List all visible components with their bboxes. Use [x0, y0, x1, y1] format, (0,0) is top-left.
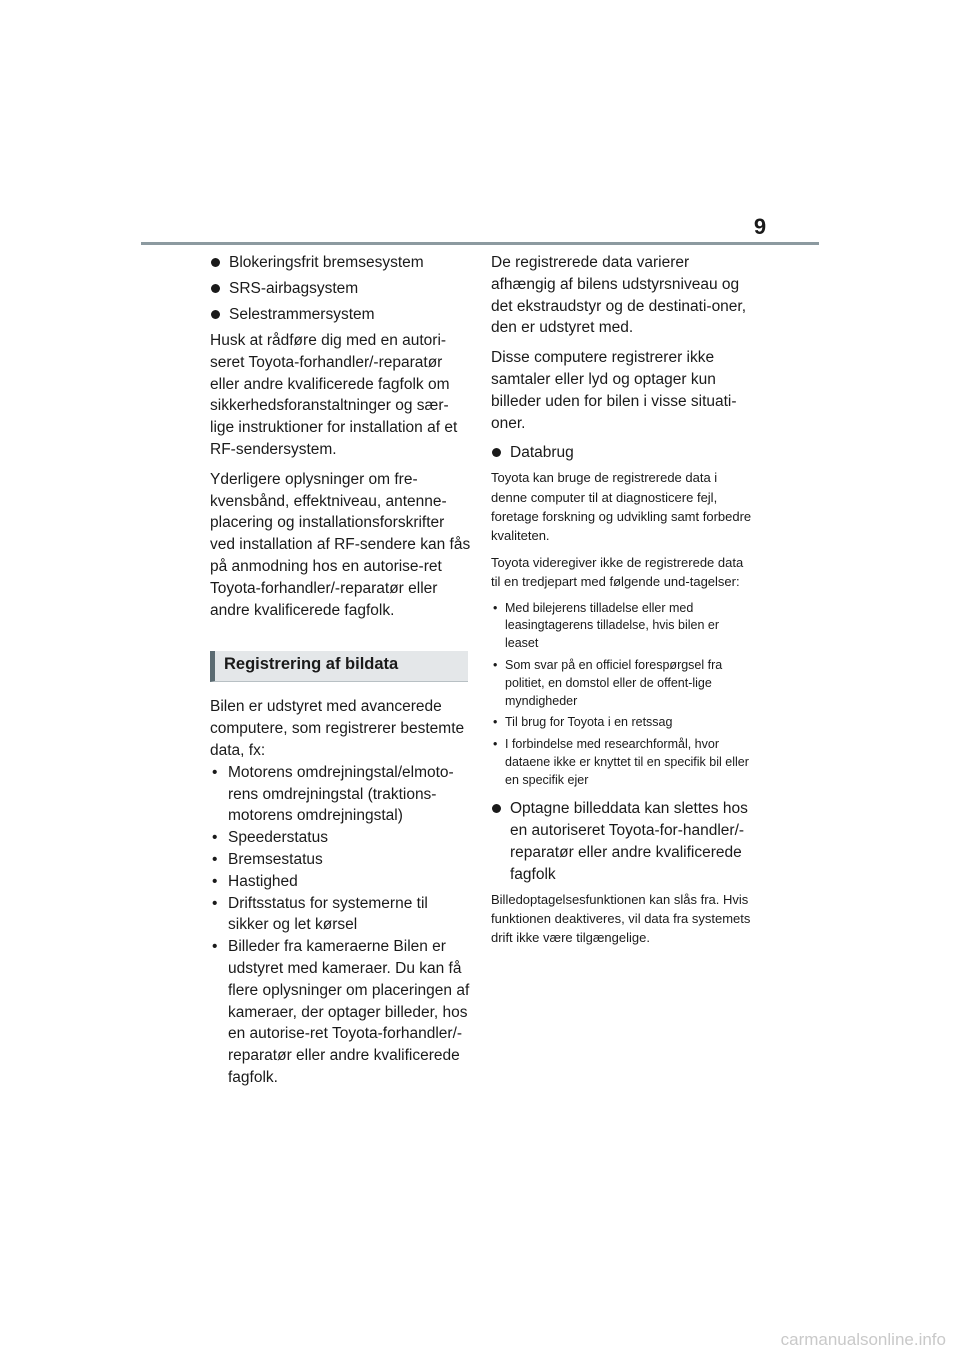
- header-rule: [141, 242, 819, 245]
- bullet-item: [210, 304, 472, 326]
- bullet-item: [491, 442, 753, 464]
- page-number: 9: [753, 214, 767, 239]
- bullet-text: Blokeringsfrit bremsesystem: [229, 254, 424, 271]
- section-heading: Registrering af bildata: [210, 651, 468, 682]
- list-item: • Til brug for Toyota i en retssag: [491, 714, 753, 732]
- bullet-text: Databrug: [510, 444, 574, 462]
- bullet-text: Optagne billeddata kan slettes hos en autoriseret Toyota-for-handler/-reparatør eller andre kvalificerede fagfolk: [510, 799, 748, 883]
- bullet-dot-icon: [211, 284, 220, 293]
- intro-paragraph: Bilen er udstyret med avancerede computere, som registrerer bestemte data, fx:: [210, 698, 465, 759]
- bullet-text: SRS-airbagsystem: [229, 280, 359, 297]
- bullet-dot-icon: [211, 310, 220, 319]
- rf-advice-paragraph: Husk at rådføre dig med en autori-seret Toyota-forhandler/-reparatør eller andre kvalificerede fagfolk om sikkerhedsforanstaltninger og sær-lige instruktioner for installation af et RF-sendersystem.: [210, 332, 458, 458]
- rf-info-paragraph: Yderligere oplysninger om fre-kvensbånd, effektniveau, antenne-placering og installationsforskrifter ved installation af RF-sendere kan fås på anmodning hos en autorise-ret Toyota-forhandler/-reparatør eller andre kvalificerede fagfolk.: [210, 470, 471, 619]
- list-item: • Som svar på en officiel forespørgsel fra politiet, en domstol eller de offent-lige myndigheder: [491, 657, 753, 710]
- disable-paragraph: Billedoptagelsesfunktionen kan slås fra. Hvis funktionen deaktiveres, vil data fra systemets drift ikke være tilgængelige.: [491, 891, 751, 945]
- list-item: • Motorens omdrejningstal/elmoto-rens omdrejningstal (traktions-motorens omdrejningstal): [210, 762, 472, 827]
- recorded-data-list: [210, 762, 472, 1089]
- no-audio-paragraph: Disse computere registrerer ikke samtaler eller lyd og optager kun billeder uden for bilen i visse situati-oner.: [491, 349, 737, 432]
- bullet-dot-icon: [492, 448, 501, 457]
- bullet-item: [491, 798, 753, 886]
- list-item: • Billeder fra kameraerne Bilen er udstyret med kameraer. Du kan få flere oplysninger om placeringen af kameraer, der optager billeder, hos en autorise-ret Toyota-forhandler/-reparatør eller andre kvalificerede fagfolk.: [210, 936, 472, 1089]
- bullet-item: [210, 278, 472, 300]
- bullet-text: Selestrammersystem: [229, 306, 375, 323]
- watermark: carmanualsonline.info: [780, 1330, 946, 1349]
- list-item: • Hastighed: [210, 871, 472, 893]
- list-item: • Med bilejerens tilladelse eller med leasingtagerens tilladelse, hvis bilen er leaset: [491, 600, 753, 653]
- third-party-paragraph: Toyota videregiver ikke de registrerede data til en tredjepart med følgende und-tagelser:: [491, 555, 744, 590]
- bullet-dot-icon: [492, 804, 501, 813]
- list-item: • Driftsstatus for systemerne til sikker og let kørsel: [210, 893, 472, 937]
- data-use-paragraph: Toyota kan bruge de registrerede data i denne computer til at diagnosticere fejl, foretage forskning og udvikling samt forbedre kvaliteten.: [491, 470, 752, 543]
- right-column: [491, 252, 753, 955]
- left-column: [210, 252, 472, 1089]
- list-item: • Speederstatus: [210, 827, 472, 849]
- bullet-dot-icon: [211, 258, 220, 267]
- data-variation-paragraph: De registrerede data varierer afhængig af bilens udstyrsniveau og det ekstraudstyr og de destinati-oner, den er udstyret med.: [491, 254, 747, 337]
- bullet-item: [210, 252, 472, 274]
- list-item: • I forbindelse med researchformål, hvor dataene ikke er knyttet til en specifik bil eller en specifik ejer: [491, 736, 753, 789]
- exceptions-list: [491, 600, 753, 790]
- list-item: • Bremsestatus: [210, 849, 472, 871]
